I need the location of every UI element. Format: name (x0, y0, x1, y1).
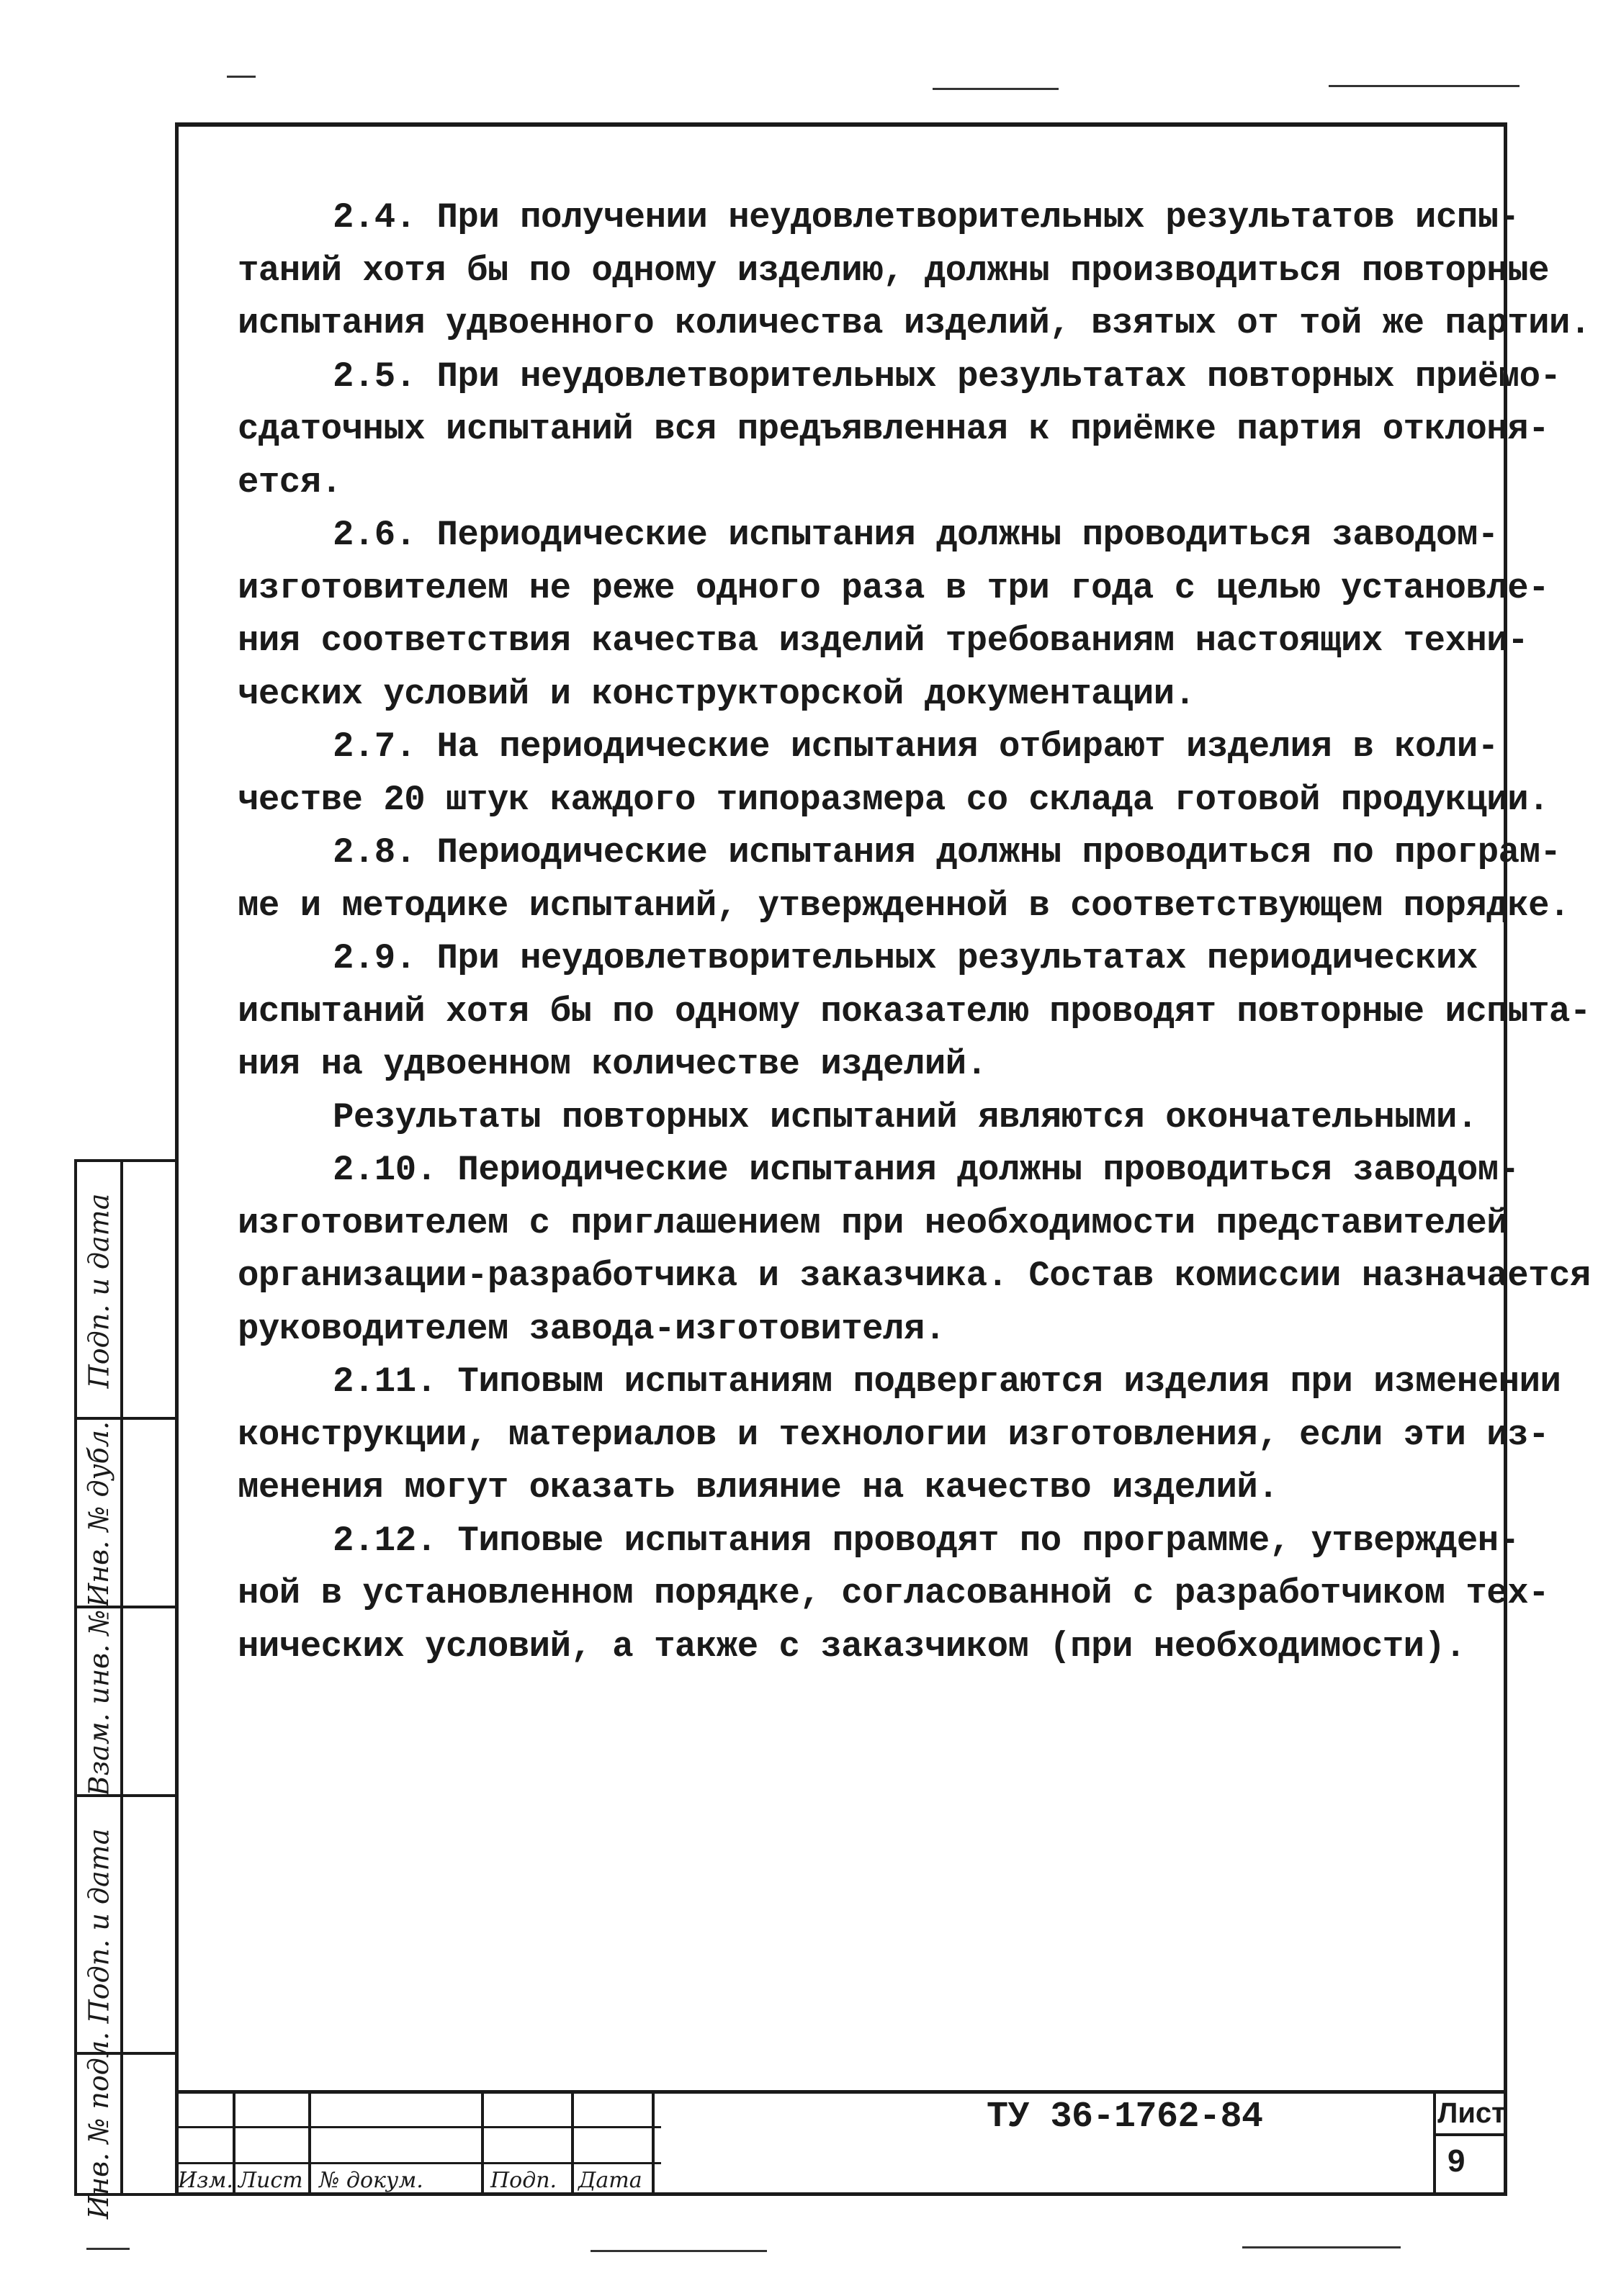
side-label-orig-inv: Инв. № подл. (83, 2031, 115, 2220)
scan-artifact (227, 76, 256, 78)
paragraph-line: нических условий, а также с заказчиком (при необходимости). (238, 1626, 1466, 1667)
document-body (238, 192, 1591, 1673)
document-code: ТУ 36-1762-84 (987, 2097, 1263, 2138)
paragraph-line: испытания удвоенного количества изделий, взятых от той же партии. (238, 303, 1591, 343)
paragraph-line: 2.9. При неудовлетворительных результатах периодических (333, 938, 1478, 978)
paragraph-line: 2.11. Типовым испытаниям подвергаются изделия при изменении (333, 1361, 1561, 1402)
side-label-dup-inv: Инв. № дубл. (83, 1421, 115, 1608)
paragraph-line: Результаты повторных испытаний являются окончательными. (333, 1097, 1478, 1138)
paragraph-line: изготовителем с приглашением при необходимости представителей (238, 1202, 1508, 1243)
paragraph-line: честве 20 штук каждого типоразмера со склада готовой продукции. (238, 779, 1550, 820)
paragraph-line: ной в установленном порядке, согласованной с разработчиком тех- (238, 1573, 1550, 1613)
revision-table (175, 2094, 661, 2196)
scan-artifact (86, 2248, 130, 2250)
side-label-sign-date-2: Подп. и дата (83, 1828, 115, 2024)
stamp-col-line (571, 2094, 574, 2196)
paragraph-line: изготовителем не реже одного раза в три года с целью установле- (238, 567, 1550, 608)
paragraph-line: 2.12. Типовые испытания проводят по программе, утвержден- (333, 1520, 1520, 1561)
side-label-sign-date: Подп. и дата (83, 1193, 115, 1389)
paragraph-line: ческих условий и конструкторской документации. (238, 673, 1195, 714)
paragraph-line: 2.7. На периодические испытания отбирают изделия в коли- (333, 726, 1499, 767)
stamp-col-line (481, 2094, 484, 2196)
paragraph-line: ния соответствия качества изделий требованиям настоящих техни- (238, 621, 1529, 661)
stamp-col-change: Изм. (178, 2168, 233, 2193)
paragraph-line: сдаточных испытаний вся предъявленная к приёмке партия отклоня- (238, 409, 1550, 449)
stamp-col-signature: Подп. (490, 2168, 557, 2193)
paragraph-line: ме и методике испытаний, утвержденной в соответствующем порядке. (238, 885, 1570, 926)
paragraph-line: таний хотя бы по одному изделию, должны производиться повторные (238, 250, 1550, 291)
side-label-replace-inv: Взам. инв. № (83, 1609, 115, 1796)
paragraph-line: 2.4. При получении неудовлетворительных результатов испы- (333, 197, 1520, 238)
stamp-col-line (652, 2094, 655, 2196)
paragraph-line: ется. (238, 462, 342, 503)
title-block (175, 2090, 1507, 2196)
paragraph-line: организации-разработчика и заказчика. Состав комиссии назначается (238, 1256, 1591, 1296)
side-approval-strip (74, 1159, 175, 2220)
paragraph-line: 2.10. Периодические испытания должны проводиться заводом- (333, 1150, 1520, 1190)
stamp-row-line (175, 2162, 661, 2164)
stamp-row-line (175, 2126, 661, 2128)
scan-artifact (1329, 85, 1520, 87)
scan-artifact (591, 2250, 767, 2252)
paragraph-line: ния на удвоенном количестве изделий. (238, 1044, 987, 1084)
scan-artifact (933, 88, 1059, 90)
sheet-box (1433, 2093, 1507, 2196)
scan-artifact (1242, 2246, 1401, 2248)
stamp-col-sheet: Лист (238, 2168, 303, 2193)
stamp-col-line (308, 2094, 311, 2196)
stamp-col-date: Дата (578, 2168, 642, 2193)
paragraph-line: 2.5. При неудовлетворительных результатах повторных приёмо- (333, 356, 1561, 397)
paragraph-line: испытаний хотя бы по одному показателю проводят повторные испыта- (238, 991, 1591, 1032)
paragraph-line: конструкции, материалов и технологии изготовления, если эти из- (238, 1414, 1550, 1455)
stamp-col-doc-number: № докум. (319, 2168, 423, 2193)
sheet-number: 9 (1447, 2143, 1465, 2179)
paragraph-line: руководителем завода-изготовителя. (238, 1308, 946, 1349)
paragraph-line: 2.8. Периодические испытания должны проводиться по програм- (333, 832, 1561, 873)
paragraph-line: менения могут оказать влияние на качество изделий. (238, 1467, 1279, 1508)
paragraph-line: 2.6. Периодические испытания должны проводиться заводом- (333, 515, 1499, 555)
sheet-label: Лист (1436, 2093, 1507, 2136)
